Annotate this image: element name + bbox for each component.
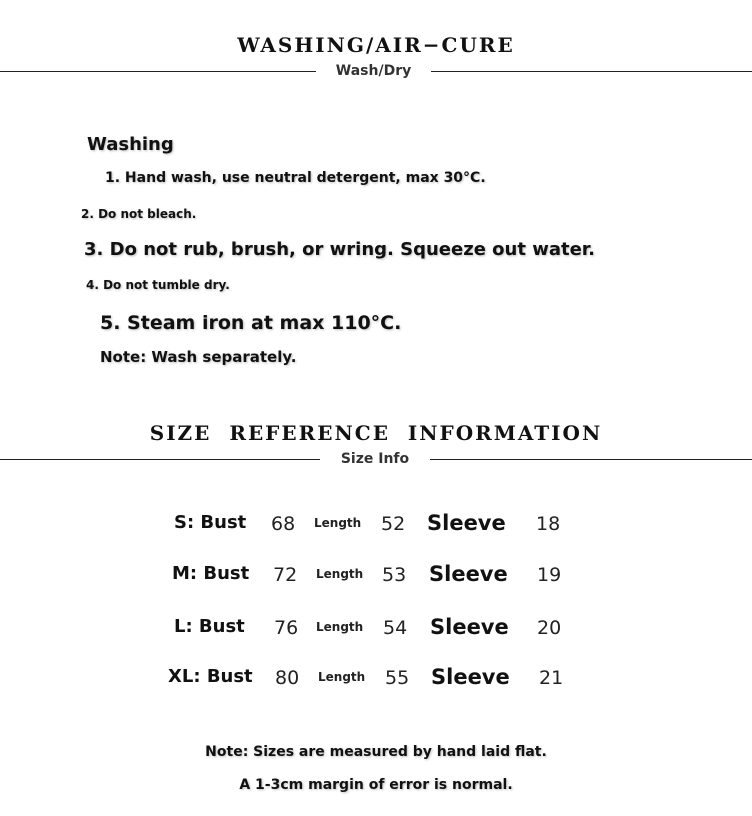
wash-note: Note: Wash separately. [100,348,297,366]
sleeve-value: 19 [537,564,562,586]
size-row [0,561,752,591]
length-value: 55 [385,667,410,689]
size-divider-right [430,459,752,460]
wash-item-3: 3. Do not rub, brush, or wring. Squeeze out water. [84,239,595,260]
wash-item-5: 5. Steam iron at max 110°C. [100,312,402,334]
sleeve-label: Sleeve [429,562,508,586]
length-value: 52 [381,513,406,535]
wash-section-subtitle: Wash/Dry [335,63,412,79]
washing-heading: Washing [87,134,174,155]
size-section-title: SIZE REFERENCE INFORMATION [149,421,603,445]
wash-section-title: WASHING/AIR−CURE [237,33,515,57]
measurement-note: Note: Sizes are measured by hand laid flat. [205,744,547,760]
bust-value: 68 [271,513,296,535]
size-row [0,510,752,540]
length-value: 54 [383,617,408,639]
sleeve-label: Sleeve [430,615,509,639]
size-divider-left [0,459,320,460]
size-section-subtitle: Size Info [340,451,410,467]
bust-value: 80 [275,667,300,689]
sleeve-value: 20 [537,617,562,639]
bust-value: 72 [273,564,298,586]
bust-value: 76 [274,617,299,639]
length-label: Length [318,670,366,684]
wash-divider-right [431,71,752,72]
size-label: XL: Bust [168,666,253,687]
wash-divider-left [0,71,316,72]
sleeve-label: Sleeve [431,665,510,689]
length-value: 53 [382,564,407,586]
size-label: M: Bust [172,563,250,584]
length-label: Length [316,567,364,581]
length-label: Length [314,516,362,530]
size-row [0,614,752,644]
size-row [0,664,752,694]
size-label: L: Bust [174,616,245,637]
wash-item-2: 2. Do not bleach. [81,207,197,221]
length-label: Length [316,620,364,634]
wash-item-4: 4. Do not tumble dry. [86,278,230,292]
margin-note: A 1-3cm margin of error is normal. [239,777,513,793]
wash-item-1: 1. Hand wash, use neutral detergent, max 30°C. [105,170,486,186]
sleeve-value: 21 [539,667,564,689]
sleeve-label: Sleeve [427,511,506,535]
size-label: S: Bust [174,512,247,533]
sleeve-value: 18 [536,513,561,535]
